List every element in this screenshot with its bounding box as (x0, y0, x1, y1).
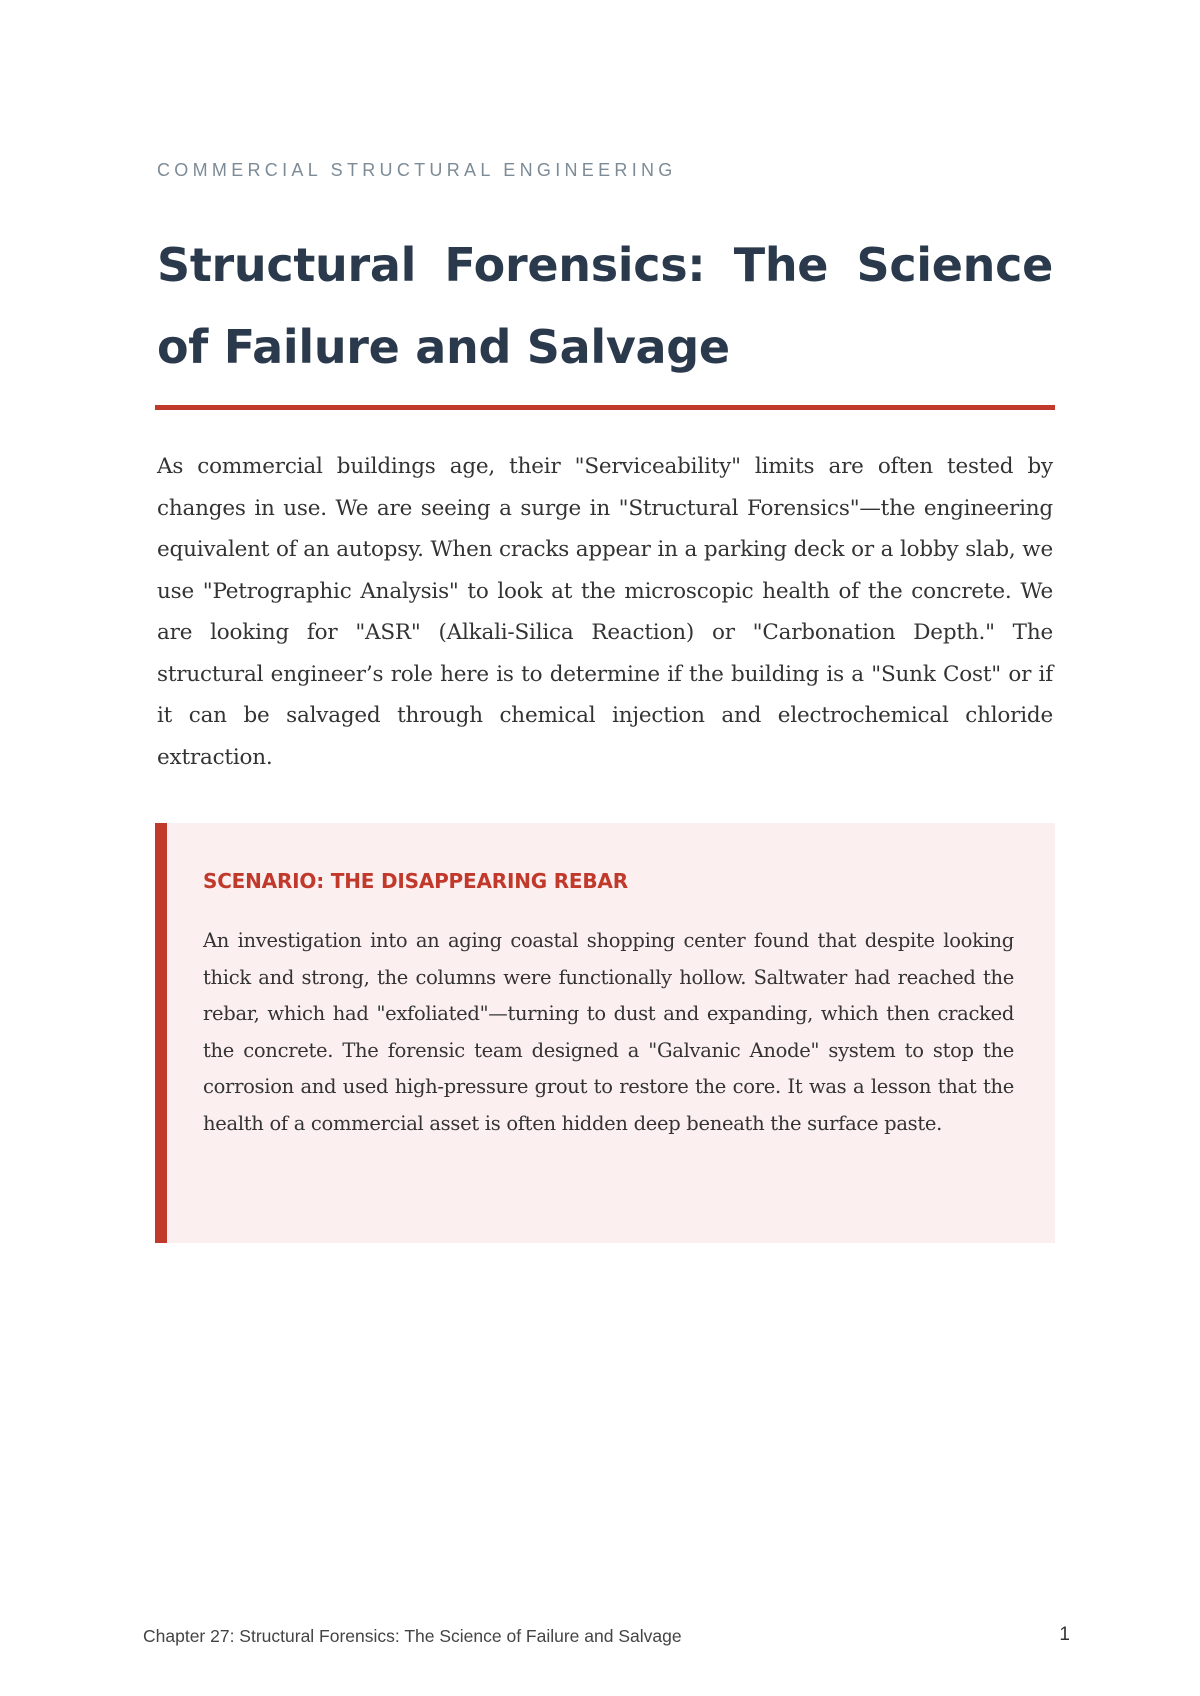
callout-body: An investigation into an aging coastal shopping center found that despite looking thick and strong, the columns were functionally hollow. Saltwater had reached the rebar, which had "exfoliated"—turning to dust and expanding, which then cracked the concrete. The forensic team designed a "Galvanic Anode" system to stop the corrosion and used high-pressure grout to restore the core. It was a lesson that the health of a commercial asset is often hidden deep beneath the surface paste. (203, 929, 1014, 1135)
scenario-callout (155, 823, 1055, 1243)
footer-chapter-title: Chapter 27: Structural Forensics: The Science of Failure and Salvage (143, 1626, 682, 1646)
section-kicker: COMMERCIAL STRUCTURAL ENGINEERING (157, 160, 677, 180)
title-divider (155, 405, 1055, 410)
callout-title: SCENARIO: THE DISAPPEARING REBAR (203, 869, 628, 893)
intro-paragraph: As commercial buildings age, their "Serviceability" limits are often tested by changes in use. We are seeing a surge in "Structural Forensics"—the engineering equivalent of an autopsy. When cracks appear in a parking deck or a lobby slab, we use "Petrographic Analysis" to look at the microscopic health of the concrete. We are looking for "ASR" (Alkali-Silica Reaction) or "Carbonation Depth." The structural engineer’s role here is to determine if the building is a "Sunk Cost" or if it can be salvaged through chemical injection and electrochemical chloride extraction. (157, 454, 1053, 770)
page-number: 1 (1059, 1624, 1070, 1645)
callout-accent-bar (155, 823, 167, 1243)
page-title: Structural Forensics: The Science of Failure and Salvage (157, 238, 1053, 374)
